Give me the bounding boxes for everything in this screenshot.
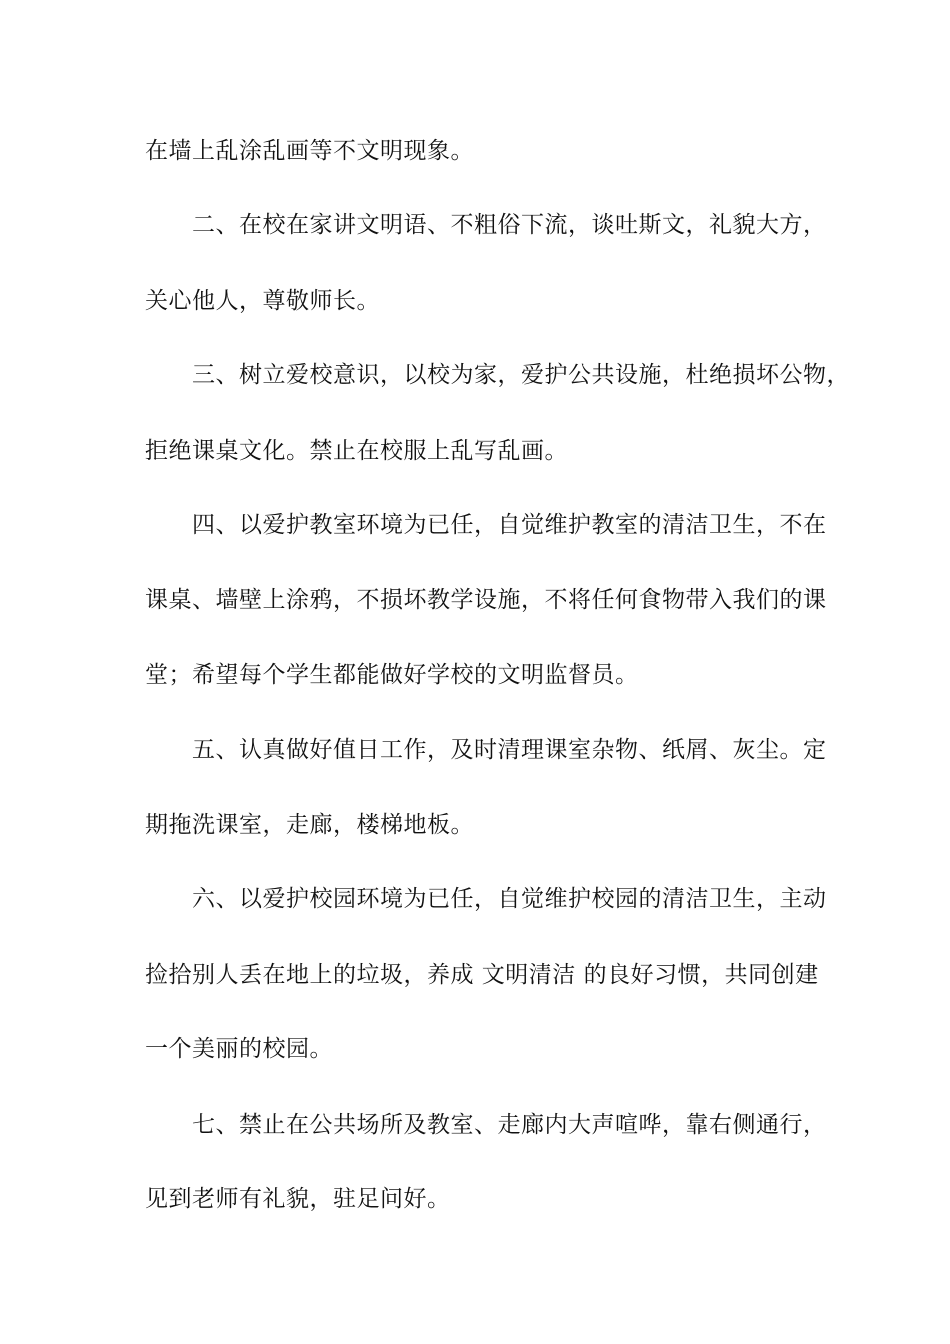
text-line: 见到老师有礼貌，驻足问好。 <box>145 1186 451 1212</box>
text-line: 堂；希望每个学生都能做好学校的文明监督员。 <box>145 662 639 688</box>
paragraph-5-start: 五、认真做好值日工作，及时清理课室杂物、纸屑、灰尘。定 <box>192 737 827 763</box>
paragraph-3-start: 三、树立爱校意识，以校为家，爱护公共设施，杜绝损坏公物， <box>192 362 850 388</box>
text-line: 期拖洗课室，走廊，楼梯地板。 <box>145 812 474 838</box>
text-line: 一个美丽的校园。 <box>145 1036 333 1062</box>
text-line: 在墙上乱涂乱画等不文明现象。 <box>145 138 474 164</box>
text-line: 捡拾别人丢在地上的垃圾，养成 文明清洁 的良好习惯，共同创建 <box>145 962 819 988</box>
paragraph-6-start: 六、以爱护校园环境为已任，自觉维护校园的清洁卫生，主动 <box>192 886 827 912</box>
text-line: 拒绝课桌文化。禁止在校服上乱写乱画。 <box>145 438 568 464</box>
paragraph-7-start: 七、禁止在公共场所及教室、走廊内大声喧哗，靠右侧通行， <box>192 1112 827 1138</box>
paragraph-2-start: 二、在校在家讲文明语、不粗俗下流，谈吐斯文，礼貌大方， <box>192 212 827 238</box>
text-line: 课桌、墙壁上涂鸦，不损坏教学设施，不将任何食物带入我们的课 <box>145 587 827 613</box>
paragraph-4-start: 四、以爱护教室环境为已任，自觉维护教室的清洁卫生，不在 <box>192 512 827 538</box>
text-line: 关心他人，尊敬师长。 <box>145 288 380 314</box>
